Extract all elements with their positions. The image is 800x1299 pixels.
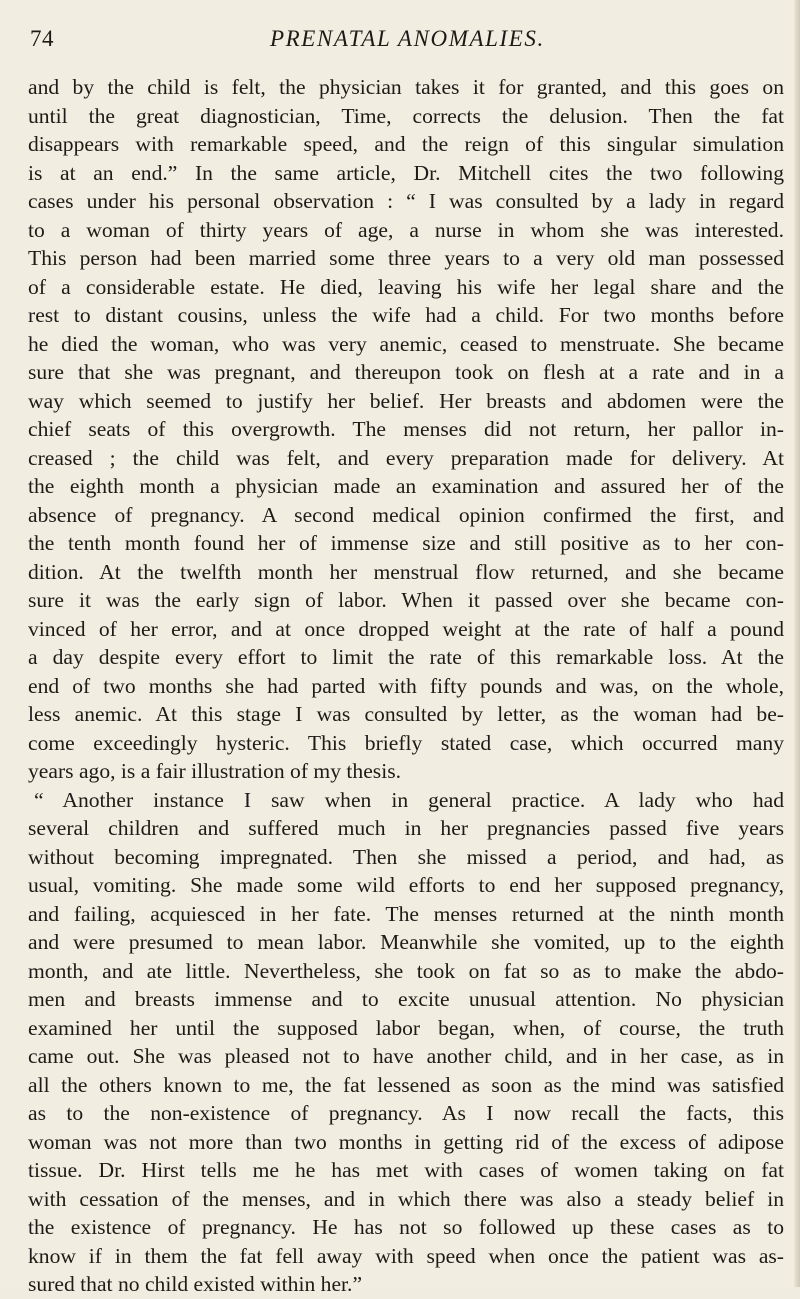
text-line: disappears with remarkable speed, and the reign of this singular simulation (28, 132, 784, 156)
body-text (28, 73, 784, 1299)
page-edge-shadow (794, 0, 800, 1287)
text-line: to a woman of thirty years of age, a nurse in whom she was interested. (28, 217, 784, 242)
text-line: dition. At the twelfth month her menstrual flow returned, and she became (28, 559, 784, 584)
text-line: several children and suffered much in her pregnancies passed five years (28, 816, 784, 840)
text-line: usual, vomiting. She made some wild efforts to end her supposed pregnancy, (28, 873, 784, 897)
text-line: and were presumed to mean labor. Meanwhile she vomited, up to the eighth (28, 930, 784, 954)
text-line: and failing, acquiesced in her fate. The menses returned at the ninth month (28, 901, 784, 926)
text-line: less anemic. At this stage I was consulted by letter, as the woman had be- (28, 702, 784, 726)
text-line: month, and ate little. Nevertheless, she took on fat so as to make the abdo- (28, 958, 784, 983)
text-line: the existence of pregnancy. He has not so followed up these cases as to (28, 1215, 784, 1239)
page-header (30, 26, 730, 56)
text-line: know if in them the fat fell away with speed when once the patient was as- (28, 1243, 784, 1268)
paragraph-end-line: sured that no child existed within her.” (28, 1272, 363, 1296)
text-line: the eighth month a physician made an examination and assured her of the (28, 474, 784, 498)
text-line: a day despite every effort to limit the rate of this remarkable loss. At the (28, 645, 784, 669)
text-line: come exceedingly hysteric. This briefly stated case, which occurred many (28, 730, 784, 755)
text-line: cases under his personal observation : “ I was consulted by a lady in regard (28, 189, 784, 213)
text-line: as to the non-existence of pregnancy. As I now recall the facts, this (28, 1101, 784, 1125)
text-line: end of two months she had parted with fifty pounds and was, on the whole, (28, 673, 784, 698)
paragraph-end-line: years ago, is a fair illustration of my thesis. (28, 759, 402, 783)
text-line: of a considerable estate. He died, leaving his wife her legal share and the (28, 274, 784, 299)
text-line: without becoming impregnated. Then she missed a period, and had, as (28, 844, 784, 869)
running-title: PRENATAL ANOMALIES. (270, 26, 545, 51)
text-line: tissue. Dr. Hirst tells me he has met with cases of women taking on fat (28, 1158, 784, 1182)
text-line: is at an end.” In the same article, Dr. Mitchell cites the two following (28, 160, 784, 185)
text-line: and by the child is felt, the physician takes it for granted, and this goes on (28, 75, 784, 99)
text-line: rest to distant cousins, unless the wife had a child. For two months before (28, 303, 784, 327)
text-line: creased ; the child was felt, and every preparation made for delivery. At (28, 445, 784, 470)
text-line: with cessation of the menses, and in which there was also a steady belief in (28, 1186, 784, 1211)
text-line: the tenth month found her of immense size and still positive as to her con- (28, 531, 784, 555)
text-line: all the others known to me, the fat lessened as soon as the mind was satisfied (28, 1072, 784, 1097)
text-line: absence of pregnancy. A second medical opinion confirmed the first, and (28, 502, 784, 527)
text-line: sure that she was pregnant, and thereupon took on flesh at a rate and in a (28, 360, 784, 384)
text-line: until the great diagnostician, Time, corrects the delusion. Then the fat (28, 103, 784, 128)
text-line: way which seemed to justify her belief. Her breasts and abdomen were the (28, 388, 784, 413)
text-line: examined her until the supposed labor began, when, of course, the truth (28, 1015, 784, 1040)
text-line: he died the woman, who was very anemic, ceased to menstruate. She became (28, 331, 784, 356)
text-line: men and breasts immense and to excite unusual attention. No physician (28, 987, 784, 1011)
text-line: came out. She was pleased not to have another child, and in her case, as in (28, 1044, 784, 1068)
page-number: 74 (30, 26, 54, 51)
text-line: vinced of her error, and at once dropped weight at the rate of half a pound (28, 616, 784, 641)
paragraph-start-line: “ Another instance I saw when in general practice. A lady who had (34, 787, 784, 812)
text-line: woman was not more than two months in getting rid of the excess of adipose (28, 1129, 784, 1154)
text-line: This person had been married some three years to a very old man possessed (28, 246, 784, 270)
text-line: sure it was the early sign of labor. When it passed over she became con- (28, 588, 784, 612)
text-line: chief seats of this overgrowth. The menses did not return, her pallor in- (28, 417, 784, 441)
